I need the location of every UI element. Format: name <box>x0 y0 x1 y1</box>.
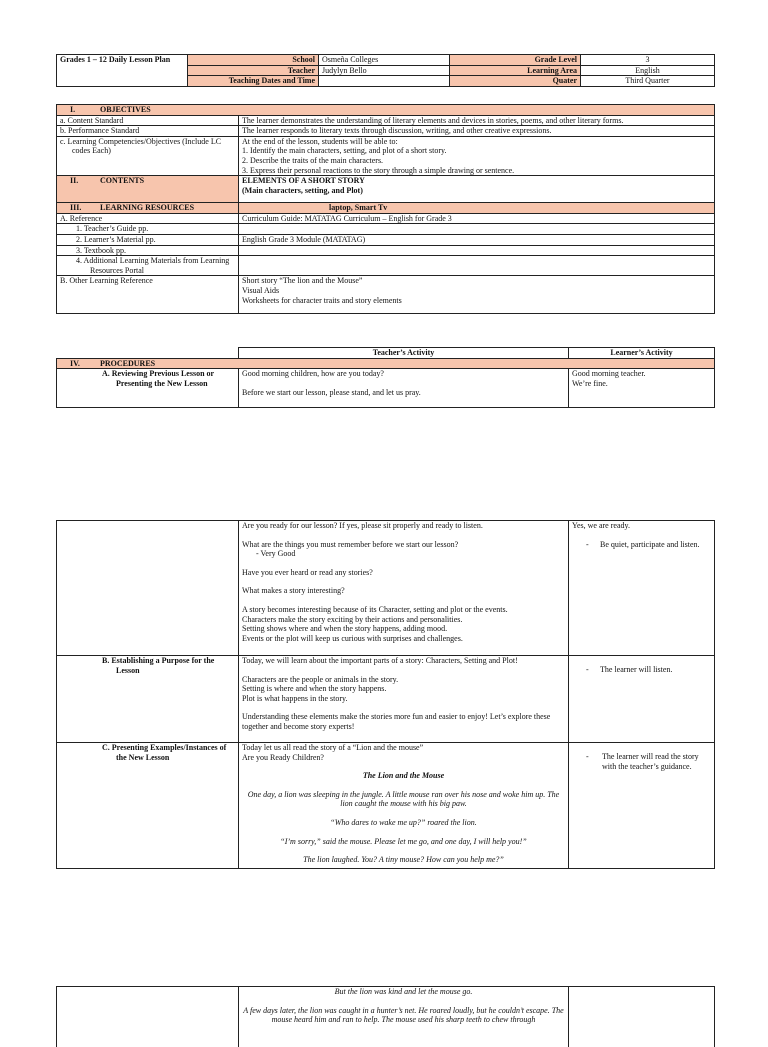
procedures-heading: IV. PROCEDURES <box>57 358 715 369</box>
school-label: School <box>188 55 319 66</box>
procedures-continued-table <box>56 520 715 869</box>
dates-value <box>319 76 450 87</box>
reference-label: A. Reference <box>57 213 239 224</box>
other-reference-label: B. Other Learning Reference <box>57 276 239 314</box>
blank-cell <box>57 348 239 359</box>
school-value: Osmeña Colleges <box>319 55 450 66</box>
resources-heading: III. LEARNING RESOURCES <box>57 203 239 214</box>
reviewing-label: A. Reviewing Previous Lesson or Presenting the New Lesson <box>57 369 239 408</box>
teacher-value: Judylyn Bello <box>319 65 450 76</box>
other-reference-text: Short story “The lion and the Mouse” Visual Aids Worksheets for character traits and story elements <box>239 276 715 314</box>
procedures-table <box>56 347 715 408</box>
quarter-value: Third Quarter <box>581 76 715 87</box>
continued-learner: Yes, we are ready. - Be quiet, participate and listen. <box>569 521 715 656</box>
purpose-teacher: Today, we will learn about the important parts of a story: Characters, Setting and Plot! Characters are the people or animals in the story. Setting is where and when the story happens. Plot is what happens in the story. Understanding these elements make the stories more fun and easier to enjoy! Let’s explore these together and become story experts! <box>239 656 569 743</box>
learners-material-text: English Grade 3 Module (MATATAG) <box>239 234 715 245</box>
textbook-label: 3. Textbook pp. <box>57 245 239 256</box>
area-value: English <box>581 65 715 76</box>
header-table <box>56 54 715 87</box>
competencies-text: At the end of the lesson, students will be able to: 1. Identify the main characters, setting, and plot of a short story. 2. Describe the traits of the main characters. 3. Express their personal reactions to the story through a simple drawing or sentence. <box>239 136 715 175</box>
reference-text: Curriculum Guide: MATATAG Curriculum – English for Grade 3 <box>239 213 715 224</box>
teacher-label: Teacher <box>188 65 319 76</box>
performance-standard-text: The learner responds to literary texts through discussion, writing, and other creative expressions. <box>239 126 715 137</box>
grade-label: Grade Level <box>450 55 581 66</box>
page3-learner <box>569 987 715 1047</box>
purpose-label: B. Establishing a Purpose for the Lesson <box>57 656 239 743</box>
competencies-label: c. Learning Competencies/Objectives (Include LC codes Each) <box>57 136 239 175</box>
learners-material-label: 2. Learner’s Material pp. <box>57 234 239 245</box>
objectives-heading: I. OBJECTIVES <box>57 105 715 116</box>
procedures-page3-table <box>56 986 715 1047</box>
resources-materials: laptop, Smart Tv <box>239 203 715 214</box>
story-title: The Lion and the Mouse <box>242 771 565 781</box>
continued-blank <box>57 521 239 656</box>
area-label: Learning Area <box>450 65 581 76</box>
teachers-guide-text <box>239 224 715 235</box>
page3-blank <box>57 987 239 1047</box>
textbook-text <box>239 245 715 256</box>
teachers-guide-label: 1. Teacher’s Guide pp. <box>57 224 239 235</box>
content-standard-label: a. Content Standard <box>57 115 239 126</box>
additional-materials-text <box>239 256 715 276</box>
examples-learner: - The learner will read the story with the teacher’s guidance. <box>569 743 715 869</box>
quarter-label: Quater <box>450 76 581 87</box>
page3-teacher: But the lion was kind and let the mouse go. A few days later, the lion was caught in a hunter’s net. He roared loudly, but he couldn’t escape. The mouse heard him and ran to help. The mouse used his sharp teeth to chew through <box>239 987 569 1047</box>
objectives-table <box>56 104 715 314</box>
contents-heading: II. CONTENTS <box>57 176 239 203</box>
additional-materials-label: 4. Additional Learning Materials from Learning Resources Portal <box>57 256 239 276</box>
purpose-learner: - The learner will listen. <box>569 656 715 743</box>
reviewing-learner: Good morning teacher. We’re fine. <box>569 369 715 408</box>
plan-title: Grades 1 – 12 Daily Lesson Plan <box>57 55 188 87</box>
dates-label: Teaching Dates and Time <box>188 76 319 87</box>
continued-teacher: Are you ready for our lesson? If yes, please sit properly and ready to listen. What are the things you must remember before we start our lesson? - Very Good Have you ever heard or read any stories? What makes a story interesting? A story becomes interesting because of its Character, setting and plot or the events. Characters make the story exciting by their actions and personalities. Setting shows where and when the story happens, adding mood. Events or the plot will keep us curious with surprises and challenges. <box>239 521 569 656</box>
reviewing-teacher: Good morning children, how are you today? Before we start our lesson, please stand, and let us pray. <box>239 369 569 408</box>
examples-teacher: Today let us all read the story of a “Lion and the mouse” Are you Ready Children? The Lion and the Mouse One day, a lion was sleeping in the jungle. A little mouse ran over his nose and woke him up. The lion caught the mouse with his big paw. “Who dares to wake me up?” roared the lion. “I’m sorry,” said the mouse. Please let me go, and one day, I will help you!” The lion laughed. You? A tiny mouse? How can you help me?” <box>239 743 569 869</box>
teacher-activity-header: Teacher’s Activity <box>239 348 569 359</box>
examples-label: C. Presenting Examples/Instances of the New Lesson <box>57 743 239 869</box>
performance-standard-label: b. Performance Standard <box>57 126 239 137</box>
learner-activity-header: Learner’s Activity <box>569 348 715 359</box>
contents-text: ELEMENTS OF A SHORT STORY (Main characters, setting, and Plot) <box>239 176 715 203</box>
content-standard-text: The learner demonstrates the understanding of literary elements and devices in stories, poems, and other literary forms. <box>239 115 715 126</box>
grade-value: 3 <box>581 55 715 66</box>
